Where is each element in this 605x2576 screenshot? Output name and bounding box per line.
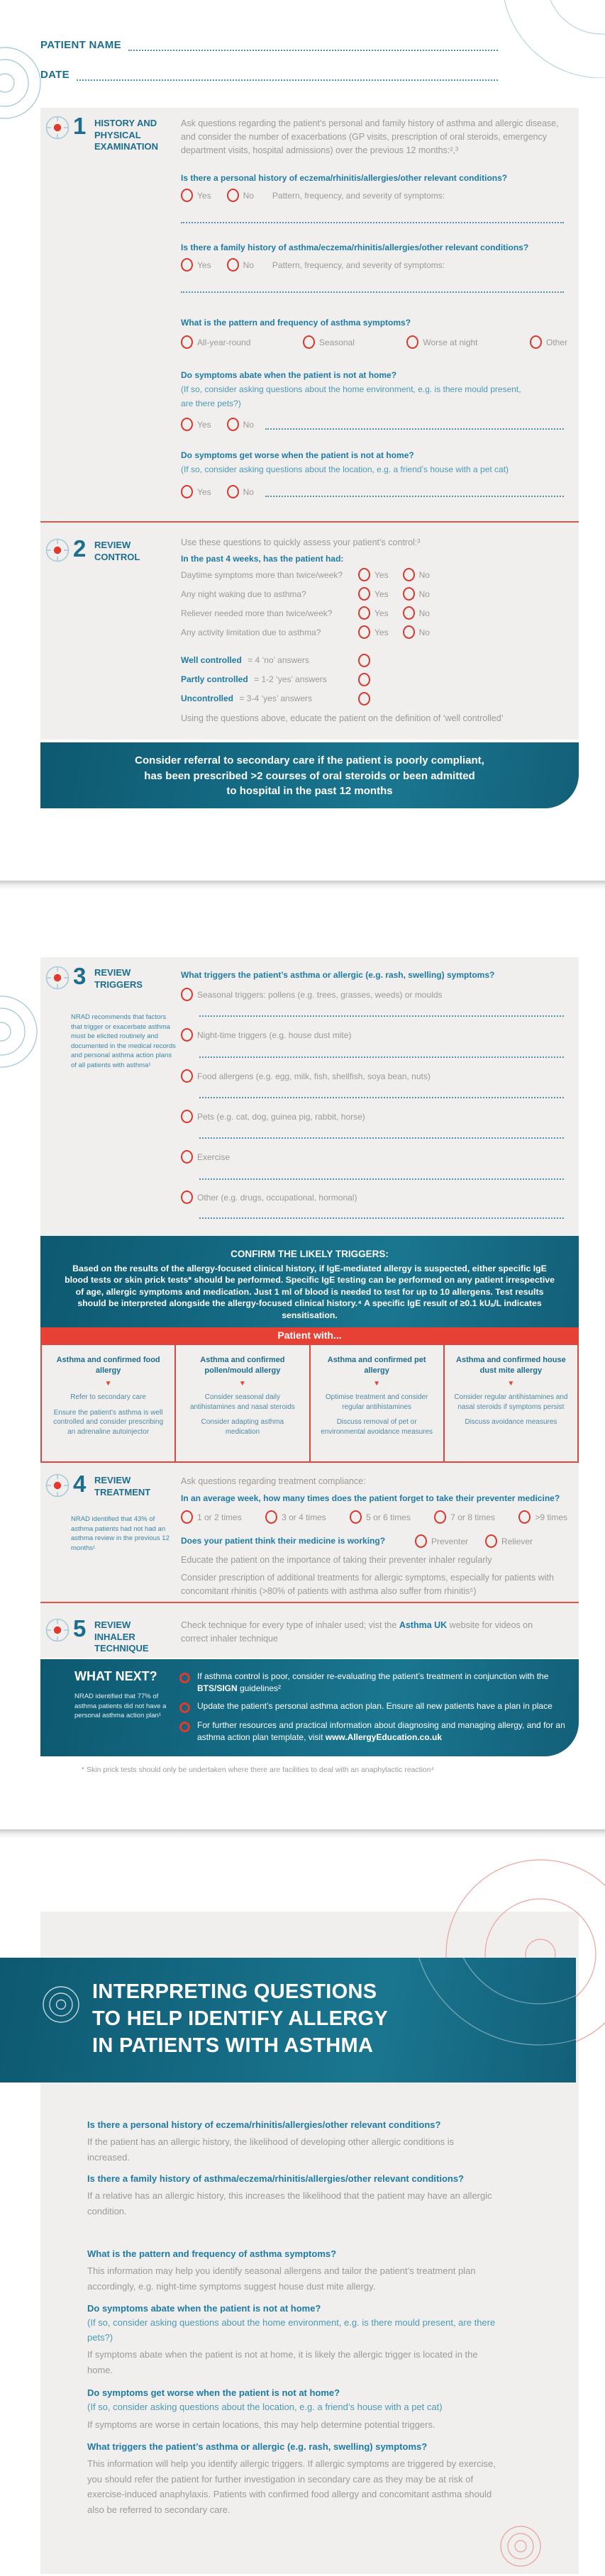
- radio-no[interactable]: [227, 485, 239, 498]
- radio[interactable]: [181, 988, 193, 1001]
- text-segment: guidelines²: [237, 1683, 282, 1693]
- option-gt9-times[interactable]: [518, 1510, 567, 1524]
- text-segment: website for videos on correct inhaler technique: [181, 1620, 533, 1644]
- column-food-allergy: [42, 1345, 174, 1461]
- radio-yes[interactable]: [181, 258, 193, 272]
- option-label: Preventer: [431, 1536, 469, 1546]
- option-label: 5 or 6 times: [366, 1512, 411, 1522]
- radio-yes[interactable]: [181, 189, 193, 202]
- result-definition: = 3-4 ‘yes’ answers: [239, 693, 313, 703]
- radio[interactable]: [485, 1534, 497, 1548]
- column-pollen-mould-allergy: [174, 1345, 309, 1461]
- radio-no[interactable]: [403, 625, 415, 639]
- qa-answer: This information may help you identify seasonal allergens and tailor the patient’s treatment plan accordingly, e.g. night-time symptoms suggest house dust mite allergy.: [87, 2265, 476, 2292]
- option-all-year-round[interactable]: [181, 335, 250, 349]
- column-advice: Discuss avoidance measures: [465, 1418, 557, 1426]
- section-title: REVIEW INHALER TECHNIQUE: [94, 1619, 149, 1654]
- section-number: 1: [73, 113, 87, 139]
- radio[interactable]: [181, 1191, 193, 1204]
- radio-result[interactable]: [358, 673, 370, 686]
- qa-hint: (If so, consider asking questions about the home environment, e.g. is there mould present, are there pets?): [87, 2317, 496, 2343]
- result-label: Partly controlled: [181, 674, 248, 684]
- radio[interactable]: [303, 335, 315, 349]
- title-line: TO HELP IDENTIFY ALLERGY: [92, 2007, 389, 2030]
- bullet-item: [179, 1671, 568, 1694]
- trigger-option[interactable]: [181, 988, 564, 1001]
- column-advice: Ensure the patient’s asthma is well controlled and consider prescribing an adrenaline autoinjector: [53, 1408, 164, 1436]
- section-number: 5: [73, 1615, 87, 1641]
- qa-block: [87, 2439, 499, 2517]
- qa-block: [87, 2385, 499, 2432]
- patient-name-field-row: [40, 39, 498, 51]
- qa-question: Is there a personal history of eczema/rhinitis/allergies/other relevant conditions?: [87, 2119, 441, 2130]
- result-row: [181, 673, 564, 686]
- option-5-6-times[interactable]: [350, 1510, 411, 1524]
- radio[interactable]: [434, 1510, 446, 1524]
- question-symptoms-worse: Do symptoms get worse when the patient is not at home?: [181, 450, 414, 460]
- radio-no-label: No: [243, 190, 254, 201]
- educate-note: Using the questions above, educate the patient on the definition of ‘well controlled’: [181, 713, 504, 723]
- qa-block: [87, 2301, 499, 2377]
- trigger-label: Seasonal triggers: pollens (e.g. trees, grasses, weeds) or moulds: [197, 989, 443, 1000]
- educate-note: Educate the patient on the importance of taking their preventer inhaler regularly: [181, 1555, 492, 1565]
- write-in-line[interactable]: [265, 486, 564, 497]
- option-label: All-year-round: [197, 337, 251, 347]
- trigger-option[interactable]: [181, 1191, 564, 1204]
- trigger-option[interactable]: [181, 1028, 564, 1042]
- radio-yes-label: Yes: [197, 419, 211, 430]
- qa-block: [87, 2246, 499, 2294]
- control-question: Any activity limitation due to asthma?: [181, 627, 321, 637]
- radio-yes[interactable]: [358, 568, 370, 581]
- confirm-triggers-box: [40, 1236, 579, 1327]
- bullet-item: [179, 1700, 568, 1713]
- write-in-line[interactable]: [199, 1178, 564, 1180]
- result-row: [181, 692, 564, 705]
- radio-no-label: No: [418, 608, 430, 618]
- date-input-line[interactable]: [77, 70, 498, 81]
- concentric-circles-decoration: [0, 46, 43, 121]
- skin-prick-footnote: * Skin prick tests should only be undertaken where there are facilities to deal with an anaphylactic reaction⁴: [82, 1766, 435, 1774]
- column-heading: Asthma and confirmed house dust mite allergy: [456, 1356, 566, 1375]
- additional-treatments-note: Consider prescription of additional treatments for allergic symptoms, especially for patients with concomitant rhinitis (>80% of patients with asthma also suffer from rhinitis⁵): [181, 1573, 554, 1596]
- radio[interactable]: [181, 1510, 193, 1524]
- banner-line: has been prescribed >2 courses of oral steroids or been admitted: [144, 769, 475, 782]
- option-label: Other: [545, 337, 567, 347]
- patient-name-label: PATIENT NAME: [40, 39, 121, 51]
- control-subtitle: In the past 4 weeks, has the patient had:: [181, 554, 344, 564]
- radio[interactable]: [181, 1110, 193, 1123]
- symptoms-note: Pattern, frequency, and severity of symptoms:: [272, 190, 445, 201]
- section-intro: Use these questions to quickly assess your patient’s control:³: [181, 537, 421, 547]
- option-label: >9 times: [535, 1512, 567, 1522]
- qa-block: [87, 2171, 499, 2219]
- radio-no[interactable]: [403, 606, 415, 620]
- target-icon: [44, 1472, 71, 1499]
- option-label: 1 or 2 times: [197, 1512, 242, 1522]
- down-triangle-icon: ▼: [104, 1380, 112, 1388]
- control-row: [181, 625, 564, 639]
- radio-no[interactable]: [403, 568, 415, 581]
- column-house-dust-mite-allergy: [443, 1345, 577, 1461]
- down-triangle-icon: ▼: [373, 1380, 381, 1388]
- what-next-bullets: [179, 1671, 568, 1749]
- control-row: [181, 587, 564, 601]
- question-hint: (If so, consider asking questions about the home environment, e.g. is there mould present, are there pets?): [181, 384, 521, 408]
- write-in-line[interactable]: [265, 419, 564, 430]
- answer-row: [181, 485, 564, 498]
- title-line: INTERPRETING QUESTIONS: [92, 1980, 377, 2003]
- patient-with-bar: Patient with...: [40, 1327, 579, 1344]
- radio-result[interactable]: [358, 654, 370, 667]
- question-personal-history: Is there a personal history of eczema/rhinitis/allergies/other relevant conditions?: [181, 173, 508, 183]
- down-triangle-icon: ▼: [238, 1380, 246, 1388]
- option-1-2-times[interactable]: [181, 1510, 242, 1524]
- qa-answer: This information will help you identify allergic triggers. If allergic symptoms are triggered by exercise, you should refer the patient for further investigation in secondary care as they may be at risk of exercise-induced anaphylaxis. Patients with confirmed food allergy and concomitant asthma should also be referred to secondary care.: [87, 2458, 496, 2515]
- allergy-education-link[interactable]: www.AllergyEducation.co.uk: [325, 1732, 443, 1742]
- option-preventer[interactable]: [415, 1534, 468, 1548]
- radio-yes-label: Yes: [374, 589, 389, 599]
- radio-no-label: No: [243, 419, 254, 430]
- symptoms-note: Pattern, frequency, and severity of symptoms:: [272, 260, 445, 270]
- column-heading: Asthma and confirmed food allergy: [56, 1356, 160, 1375]
- option-label: Seasonal: [318, 337, 355, 347]
- section-number: 4: [73, 1471, 87, 1497]
- radio[interactable]: [265, 1510, 277, 1524]
- option-3-4-times[interactable]: [265, 1510, 326, 1524]
- write-in-line[interactable]: [199, 1056, 564, 1058]
- radio-yes[interactable]: [181, 418, 193, 431]
- option-seasonal[interactable]: [303, 335, 355, 349]
- radio[interactable]: [518, 1510, 531, 1524]
- question-forget-medicine: In an average week, how many times does the patient forget to take their preventer medicine?: [181, 1493, 560, 1503]
- qa-answer: If the patient has an allergic history, the likelihood of developing other allergic conditions is increased.: [87, 2136, 455, 2163]
- radio-yes[interactable]: [358, 587, 370, 601]
- radio-yes-label: Yes: [197, 260, 211, 270]
- interpreting-title: [92, 1978, 388, 2059]
- nrad-side-note: NRAD recommends that factors that trigger or exacerbate asthma must be elicited routinely and documented in the medical records and personal asthma action plans of all patients with asthma¹: [71, 1013, 176, 1069]
- bts-sign-label: BTS/SIGN: [197, 1683, 238, 1693]
- banner-line: to hospital in the past 12 months: [226, 785, 393, 797]
- qa-answer: If symptoms are worse in certain locations, this may help determine potential triggers.: [87, 2419, 435, 2430]
- trigger-label: Food allergens (e.g. egg, milk, fish, shellfish, soya bean, nuts): [197, 1071, 431, 1081]
- radio-no[interactable]: [227, 258, 239, 272]
- qa-question: What triggers the patient’s asthma or allergic (e.g. rash, swelling) symptoms?: [87, 2441, 428, 2452]
- control-row: [181, 568, 564, 581]
- radio-no-label: No: [418, 589, 430, 599]
- bullet-ring-icon: [179, 1673, 190, 1683]
- radio-no-label: No: [418, 569, 430, 580]
- banner-line: Consider referral to secondary care if the patient is poorly compliant,: [135, 754, 484, 766]
- radio-no-label: No: [243, 486, 254, 497]
- option-other[interactable]: [530, 335, 567, 349]
- what-next-side-note: NRAD identified that 77% of asthma patients did not have a personal asthma action plan¹: [74, 1693, 167, 1719]
- radio-yes-label: Yes: [197, 486, 211, 497]
- column-heading: Asthma and confirmed pollen/mould allergy: [200, 1356, 285, 1375]
- qa-hint: (If so, consider asking questions about the location, e.g. a friend’s house with a pet cat): [87, 2402, 443, 2412]
- radio-yes-label: Yes: [197, 190, 211, 201]
- radio-no-label: No: [243, 260, 254, 270]
- control-question: Any night waking due to asthma?: [181, 589, 306, 599]
- radio-yes[interactable]: [358, 606, 370, 620]
- date-label: DATE: [40, 69, 70, 81]
- radio[interactable]: [181, 1069, 193, 1083]
- trigger-label: Other (e.g. drugs, occupational, hormonal): [197, 1192, 357, 1203]
- down-triangle-icon: ▼: [507, 1380, 515, 1388]
- confirm-title: CONFIRM THE LIKELY TRIGGERS:: [231, 1249, 389, 1259]
- option-label: Worse at night: [423, 337, 478, 347]
- answer-row: [181, 258, 564, 272]
- answer-row: [181, 189, 564, 202]
- text-segment: For further resources and practical information about diagnosing and managing allergy, and for an asthma action plan template, visit: [197, 1720, 565, 1742]
- result-row: [181, 654, 564, 667]
- bullet-ring-icon: [179, 1702, 190, 1713]
- section-title: HISTORY AND PHYSICAL EXAMINATION: [94, 118, 159, 152]
- section-divider: [40, 521, 579, 523]
- write-in-line[interactable]: [199, 1097, 564, 1098]
- column-advice: Refer to secondary care: [70, 1393, 146, 1401]
- trigger-label: Night-time triggers (e.g. house dust mite): [197, 1030, 352, 1040]
- target-icon: [44, 1617, 71, 1644]
- answer-row: [181, 1510, 567, 1524]
- target-icon: [44, 537, 71, 564]
- radio-result[interactable]: [358, 692, 370, 706]
- concentric-circles-decoration: [499, 2524, 543, 2568]
- radio[interactable]: [415, 1534, 427, 1548]
- column-advice: Consider seasonal daily antihistamines and nasal steroids: [189, 1393, 295, 1411]
- patient-name-input-line[interactable]: [128, 40, 498, 51]
- bullet-item: [179, 1719, 568, 1743]
- title-line: IN PATIENTS WITH ASTHMA: [92, 2034, 374, 2057]
- question-triggers: What triggers the patient’s asthma or allergic (e.g. rash, swelling) symptoms?: [181, 970, 495, 980]
- qa-question: Is there a family history of asthma/eczema/rhinitis/allergies/other relevant conditions?: [87, 2173, 464, 2184]
- option-7-8-times[interactable]: [434, 1510, 495, 1524]
- option-worse-at-night[interactable]: [406, 335, 477, 349]
- radio[interactable]: [181, 335, 193, 349]
- control-question: Reliever needed more than twice/week?: [181, 608, 333, 618]
- qa-question: Do symptoms abate when the patient is not at home?: [87, 2303, 321, 2314]
- radio-yes-label: Yes: [374, 627, 389, 637]
- referral-banner: [40, 742, 579, 808]
- nrad-side-note: NRAD identified that 43% of asthma patients had not had an asthma review in the previous 12 months¹: [71, 1515, 170, 1552]
- radio[interactable]: [350, 1510, 362, 1524]
- result-definition: = 4 ‘no’ answers: [248, 655, 309, 665]
- question-pattern-frequency: What is the pattern and frequency of asthma symptoms?: [181, 318, 411, 328]
- section-title: REVIEW TREATMENT: [94, 1475, 151, 1498]
- section-title: REVIEW TRIGGERS: [94, 967, 143, 990]
- target-icon: [44, 114, 71, 141]
- trigger-option[interactable]: [181, 1110, 564, 1123]
- answer-row: [181, 335, 567, 349]
- write-in-line[interactable]: [181, 291, 564, 293]
- question-medicine-working: Does your patient think their medicine is working?: [181, 1536, 386, 1546]
- interpreting-header-banner: [0, 1958, 576, 2082]
- asthma-uk-link[interactable]: Asthma UK: [399, 1620, 448, 1630]
- result-definition: = 1-2 ‘yes’ answers: [254, 674, 327, 684]
- write-in-line[interactable]: [199, 1137, 564, 1139]
- answer-row: [181, 418, 564, 431]
- page-break: [0, 1829, 605, 1839]
- inhaler-technique-text: [181, 1619, 550, 1646]
- ripple-rings-icon: [41, 1985, 81, 2024]
- page-break: [0, 881, 605, 890]
- section-title: REVIEW CONTROL: [94, 540, 140, 562]
- option-label: 3 or 4 times: [282, 1512, 326, 1522]
- radio-yes-label: Yes: [374, 608, 389, 618]
- bullet-text: Update the patient’s personal asthma action plan. Ensure all new patients have a plan in place: [197, 1701, 553, 1711]
- section-intro: Ask questions regarding the patient’s personal and family history of asthma and allergic disease, and consider the number of exacerbations (GP visits, prescription of oral steroids, emergency department visits, hospital admissions) over the previous 12 months:²,³: [181, 118, 559, 155]
- answer-row: [181, 1534, 567, 1548]
- what-next-title: WHAT NEXT?: [74, 1669, 157, 1683]
- column-advice: Discuss removal of pet or environmental avoidance measures: [321, 1418, 433, 1436]
- qa-question: What is the pattern and frequency of asthma symptoms?: [87, 2248, 337, 2259]
- radio-no-label: No: [418, 627, 430, 637]
- radio[interactable]: [181, 1150, 193, 1164]
- radio-yes-label: Yes: [374, 569, 389, 580]
- column-advice: Optimise treatment and consider regular antihistamines: [325, 1393, 428, 1411]
- result-label: Uncontrolled: [181, 693, 233, 703]
- section-intro: Ask questions regarding treatment compliance:: [181, 1476, 366, 1486]
- write-in-line[interactable]: [181, 222, 564, 223]
- bullet-ring-icon: [179, 1722, 190, 1732]
- write-in-line[interactable]: [199, 1015, 564, 1017]
- patient-with-columns: [40, 1344, 579, 1463]
- control-question: Daytime symptoms more than twice/week?: [181, 569, 343, 580]
- qa-answer: If symptoms abate when the patient is not at home, it is likely the allergic trigger is located in the home.: [87, 2349, 478, 2375]
- question-family-history: Is there a family history of asthma/eczema/rhinitis/allergies/other relevant conditions?: [181, 242, 529, 252]
- trigger-option[interactable]: [181, 1069, 564, 1083]
- date-field-row: [40, 69, 498, 81]
- radio[interactable]: [406, 335, 418, 349]
- radio[interactable]: [530, 335, 542, 349]
- target-icon: [44, 964, 71, 991]
- radio[interactable]: [181, 1028, 193, 1042]
- column-heading: Asthma and confirmed pet allergy: [327, 1356, 426, 1375]
- option-reliever[interactable]: [485, 1534, 533, 1548]
- section-number: 2: [73, 535, 87, 562]
- radio-no[interactable]: [227, 189, 239, 202]
- option-label: Reliever: [501, 1536, 533, 1546]
- question-symptoms-abate: Do symptoms abate when the patient is not at home?: [181, 370, 397, 380]
- option-label: 7 or 8 times: [450, 1512, 495, 1522]
- qa-question: Do symptoms get worse when the patient is not at home?: [87, 2387, 340, 2398]
- qa-answer: If a relative has an allergic history, this increases the likelihood that the patient may have an allergic condition.: [87, 2190, 492, 2217]
- text-segment: If asthma control is poor, consider re-evaluating the patient’s treatment in conjunction with the: [197, 1671, 549, 1681]
- control-row: [181, 606, 564, 620]
- result-label: Well controlled: [181, 655, 242, 665]
- radio-no[interactable]: [403, 587, 415, 601]
- trigger-option[interactable]: [181, 1150, 564, 1164]
- column-pet-allergy: [309, 1345, 443, 1461]
- radio-yes[interactable]: [181, 485, 193, 498]
- qa-block: [87, 2117, 499, 2165]
- write-in-line[interactable]: [199, 1217, 564, 1219]
- what-next-box: [40, 1659, 579, 1756]
- trigger-label: Exercise: [197, 1152, 231, 1162]
- radio-no[interactable]: [227, 418, 239, 431]
- radio-yes[interactable]: [358, 625, 370, 639]
- text-segment: Check technique for every type of inhaler used; vist the: [181, 1620, 399, 1630]
- concentric-circles-decoration: [0, 995, 39, 1069]
- section-number: 3: [73, 963, 87, 989]
- section-divider: [40, 1602, 579, 1603]
- column-advice: Consider adapting asthma medication: [201, 1418, 284, 1436]
- confirm-body: Based on the results of the allergy-focused clinical history, if IgE-mediated allergy is suspected, either specific IgE blood tests or skin prick tests* should be performed. Specific IgE testing can be performed on any patient irrespective of age, allergic symptoms and medication. Just 1 ml of blood is needed to test for up to 10 allergens. Test results should be interpreted alongside the allergy-focused clinical history.⁴ A specific IgE result of ≥0.1 kUₐ/L indicates sensitisation.: [65, 1264, 555, 1320]
- trigger-label: Pets (e.g. cat, dog, guinea pig, rabbit, horse): [197, 1111, 365, 1122]
- question-hint: (If so, consider asking questions about the location, e.g. a friend’s house with a pet cat): [181, 464, 509, 474]
- column-advice: Consider regular antihistamines and nasal steroids if symptoms persist: [454, 1393, 568, 1411]
